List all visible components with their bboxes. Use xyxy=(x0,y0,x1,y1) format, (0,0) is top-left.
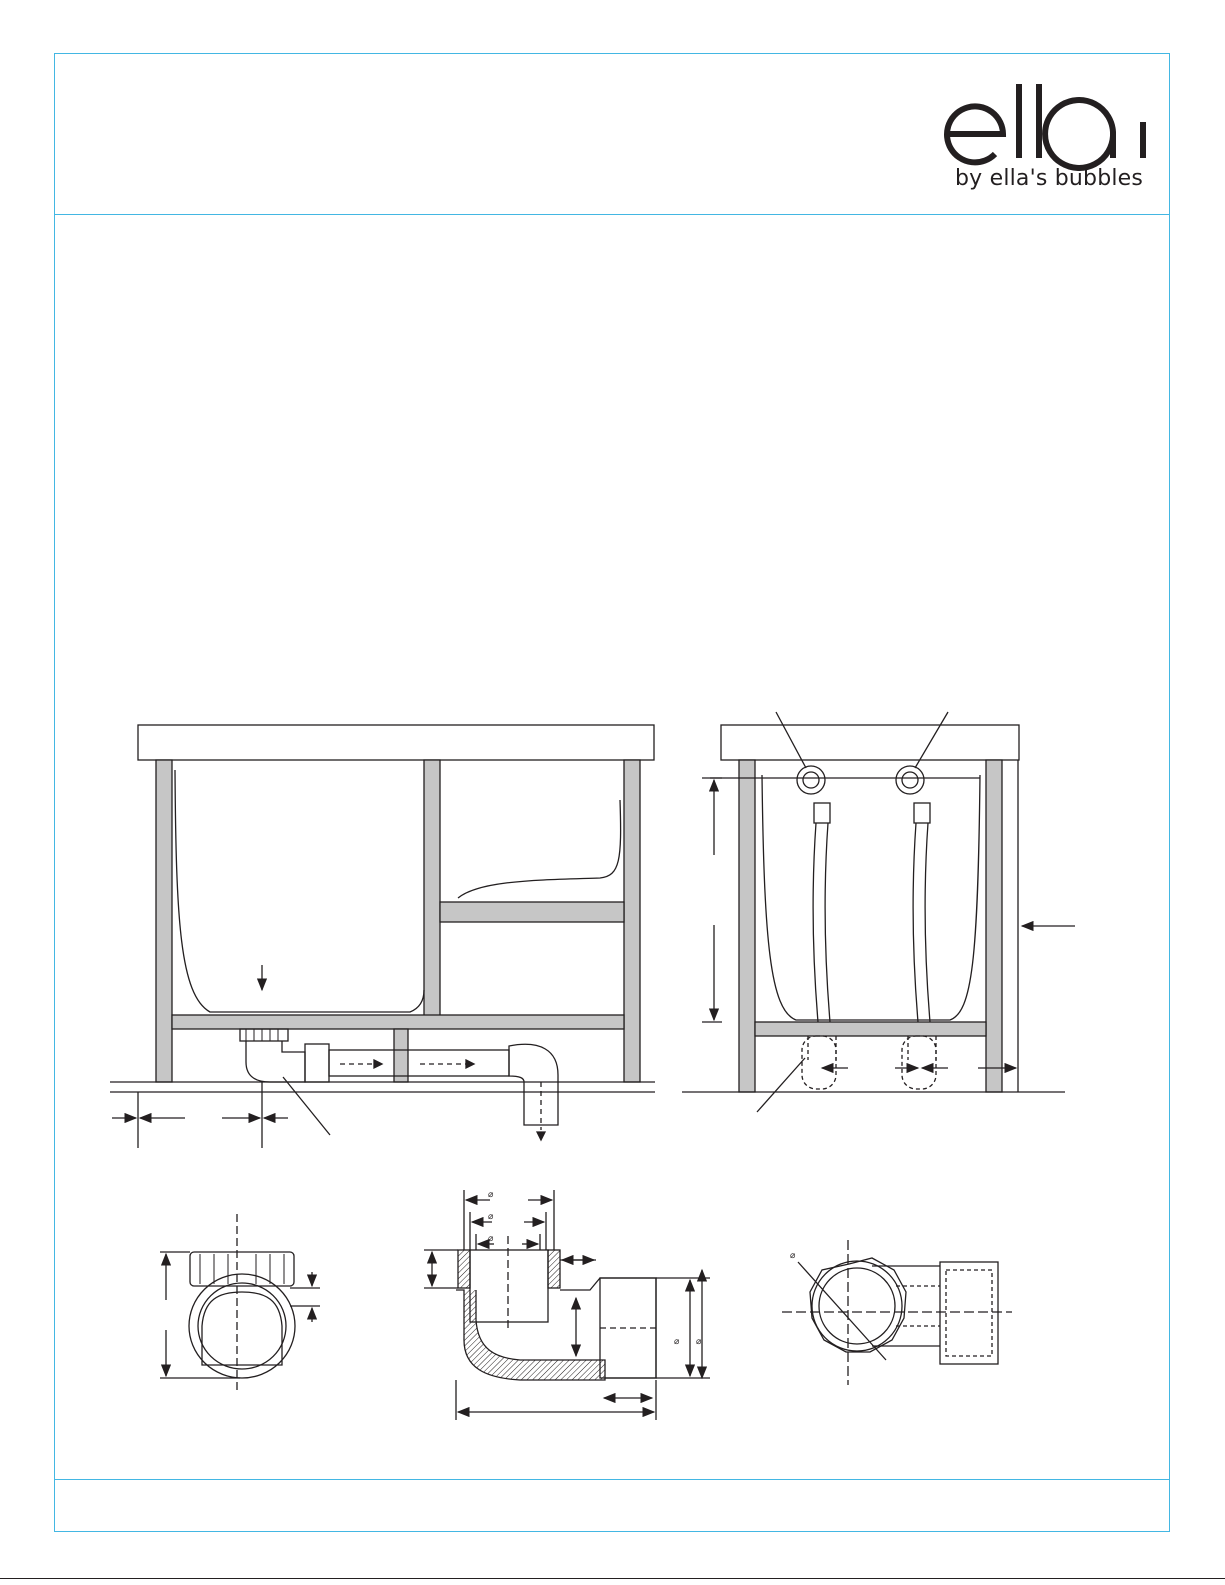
diameter-symbol-5: ⌀ xyxy=(696,1337,702,1347)
flow-arrow-2 xyxy=(466,1060,474,1068)
support-post xyxy=(394,1029,408,1082)
brand-tagline: by ella's bubbles xyxy=(955,166,1144,191)
drain-bore-top xyxy=(819,1268,895,1344)
diameter-symbol-6: ⌀ xyxy=(790,1251,796,1261)
diameter-symbol-4: ⌀ xyxy=(674,1337,680,1347)
faucet-connector-left xyxy=(797,766,825,794)
end-view xyxy=(682,712,1075,1112)
tub-rim-side xyxy=(138,725,654,760)
drain-elbow xyxy=(246,1041,305,1082)
seat-rail xyxy=(440,902,624,922)
elbow-leader xyxy=(283,1077,330,1135)
diameter-symbol-1: ⌀ xyxy=(488,1190,494,1200)
drain-body-inner xyxy=(198,1283,286,1369)
end-post-left xyxy=(739,760,755,1092)
drain-body-outer xyxy=(189,1274,295,1378)
tub-rim-end xyxy=(721,725,1019,760)
drain-outlet-elbow xyxy=(509,1044,558,1125)
end-base-rail xyxy=(755,1022,986,1036)
drain-grate xyxy=(240,1029,288,1041)
tub-inner-wall xyxy=(175,770,424,1012)
flow-arrow-1 xyxy=(374,1060,382,1068)
frame-post-right xyxy=(624,760,640,1082)
side-view xyxy=(110,725,655,1148)
frame-post-middle xyxy=(424,760,440,1016)
flow-arrow-down xyxy=(537,1132,545,1140)
base-rail xyxy=(172,1015,624,1029)
drain-throat xyxy=(470,1250,548,1322)
faucet-connector-right xyxy=(896,766,924,794)
drain-opening xyxy=(202,1292,282,1365)
drain-body-top xyxy=(812,1261,902,1351)
elbow-wall-section xyxy=(456,1290,605,1380)
tub-inner-end xyxy=(762,775,980,1020)
drain-cap-knurled xyxy=(190,1252,294,1286)
outlet-top xyxy=(940,1262,998,1364)
pipe-coupling xyxy=(305,1044,329,1082)
hose-left xyxy=(813,823,830,1022)
valve-hidden-right xyxy=(902,1036,936,1089)
diameter-symbol-3: ⌀ xyxy=(488,1234,494,1244)
tub-seat-curve xyxy=(458,800,621,898)
drain-front-view xyxy=(160,1214,320,1392)
leader-valve xyxy=(757,1058,805,1112)
end-post-right xyxy=(986,760,1002,1092)
diameter-symbol-2: ⌀ xyxy=(488,1212,494,1222)
hose-nut-right xyxy=(914,803,930,823)
valve-hidden-left xyxy=(802,1036,836,1089)
hose-nut-left xyxy=(814,803,830,823)
drain-section-view xyxy=(424,1190,710,1420)
outlet-pipe xyxy=(600,1278,656,1378)
drain-pipe xyxy=(329,1050,509,1076)
page-bottom-edge xyxy=(0,1578,1225,1579)
hose-right xyxy=(913,823,930,1022)
frame-post-left xyxy=(156,760,172,1082)
drain-top-view xyxy=(782,1240,1012,1385)
